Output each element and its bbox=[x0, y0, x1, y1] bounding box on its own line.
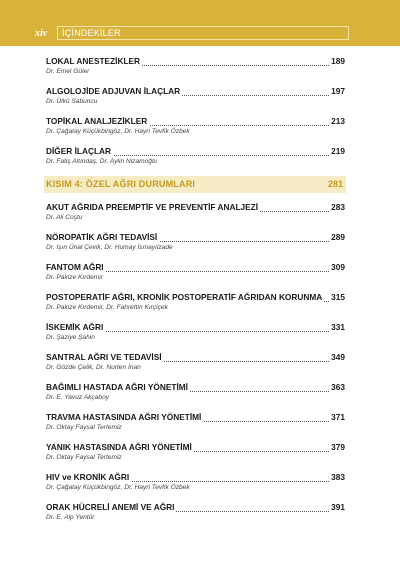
toc-entry[interactable] bbox=[46, 382, 345, 403]
toc-entry[interactable] bbox=[46, 146, 345, 167]
table-of-contents bbox=[46, 56, 345, 532]
chapter-page: 391 bbox=[331, 502, 345, 512]
toc-entry[interactable] bbox=[46, 442, 345, 463]
chapter-title: ORAK HÜCRELİ ANEMİ VE AĞRI bbox=[46, 502, 175, 512]
chapter-page: 289 bbox=[331, 232, 345, 242]
toc-entry[interactable] bbox=[46, 116, 345, 137]
chapter-title: TRAVMA HASTASINDA AĞRI YÖNETİMİ bbox=[46, 412, 202, 422]
chapter-page: 349 bbox=[331, 352, 345, 362]
part-label: KISIM 4: ÖZEL AĞRI DURUMLARI bbox=[46, 179, 196, 189]
toc-entry[interactable] bbox=[46, 56, 345, 77]
toc-entry[interactable] bbox=[46, 352, 345, 373]
section-title: İÇİNDEKİLER bbox=[62, 28, 121, 38]
chapter-title: BAĞIMLI HASTADA AĞRI YÖNETİMİ bbox=[46, 382, 188, 392]
chapter-authors: Dr. Ülkü Sabuncu bbox=[46, 98, 98, 105]
toc-entry[interactable] bbox=[46, 86, 345, 107]
chapter-authors: Dr. E. Yavuz Akçaboy bbox=[46, 394, 110, 401]
toc-entry-row bbox=[46, 86, 345, 98]
chapter-page: 363 bbox=[331, 382, 345, 392]
chapter-page: 315 bbox=[331, 292, 345, 302]
toc-entry[interactable] bbox=[46, 472, 345, 493]
toc-entry-row bbox=[46, 382, 345, 394]
toc-entry-row bbox=[46, 412, 345, 424]
chapter-page: 213 bbox=[331, 116, 345, 126]
toc-entry-row bbox=[46, 322, 345, 334]
chapter-title: LOKAL ANESTEZİKLER bbox=[46, 56, 141, 66]
toc-entry-row bbox=[46, 262, 345, 274]
part-page: 281 bbox=[327, 179, 343, 189]
chapter-authors: Dr. Çağatay Küçükbingöz, Dr. Hayri Tevfik Özbek bbox=[46, 484, 190, 491]
chapter-page: 283 bbox=[331, 202, 345, 212]
page-number: xiv bbox=[35, 28, 48, 39]
toc-entry-row bbox=[46, 442, 345, 454]
chapter-authors: Dr. Şaziye Şahin bbox=[46, 334, 95, 341]
toc-entry[interactable] bbox=[46, 202, 345, 223]
toc-entry-row bbox=[46, 502, 345, 514]
chapter-authors: Dr. Pakize Kırdemir, Dr. Fahrettin Kırçiçek bbox=[46, 304, 168, 311]
chapter-authors: Dr. E. Alp Yentür bbox=[46, 514, 95, 521]
toc-entry-row bbox=[46, 202, 345, 214]
chapter-page: 309 bbox=[331, 262, 345, 272]
chapter-authors: Dr. Işın Ünal Çevik, Dr. Humay İsmayılzade bbox=[46, 244, 173, 251]
chapter-title: YANIK HASTASINDA AĞRI YÖNETİMİ bbox=[46, 442, 192, 452]
chapter-page: 383 bbox=[331, 472, 345, 482]
chapter-authors: Dr. Gözde Çelik, Dr. Nurten İnan bbox=[46, 364, 141, 371]
toc-entry[interactable] bbox=[46, 262, 345, 283]
toc-entry-row bbox=[46, 352, 345, 364]
toc-entry[interactable] bbox=[46, 412, 345, 433]
chapter-page: 219 bbox=[331, 146, 345, 156]
chapter-page: 379 bbox=[331, 442, 345, 452]
chapter-title: ALGOLOJİDE ADJUVAN İLAÇLAR bbox=[46, 86, 181, 96]
chapter-title: İSKEMİK AĞRI bbox=[46, 322, 104, 332]
toc-entry-row bbox=[46, 232, 345, 244]
chapter-authors: Dr. Pakize Kırdemir bbox=[46, 274, 103, 281]
toc-entry[interactable] bbox=[46, 232, 345, 253]
chapter-title: POSTOPERATİF AĞRI, KRONİK POSTOPERATİF AĞRIDAN KORUNMA bbox=[46, 292, 323, 302]
chapter-page: 189 bbox=[331, 56, 345, 66]
toc-entry-row bbox=[46, 56, 345, 68]
chapter-title: FANTOM AĞRI bbox=[46, 262, 104, 272]
toc-entry[interactable] bbox=[46, 502, 345, 523]
chapter-authors: Dr. Oktay Faysal Tertemiz bbox=[46, 424, 122, 431]
chapter-page: 371 bbox=[331, 412, 345, 422]
chapter-authors: Dr. Ali Coştu bbox=[46, 214, 83, 221]
part-heading[interactable] bbox=[44, 176, 346, 193]
toc-entry-row bbox=[46, 116, 345, 128]
page-header bbox=[0, 0, 400, 46]
chapter-title: DİĞER İLAÇLAR bbox=[46, 146, 111, 156]
chapter-authors: Dr. Fatiş Altındaş, Dr. Aylin Nizamoğlu bbox=[46, 158, 158, 165]
chapter-page: 331 bbox=[331, 322, 345, 332]
chapter-title: SANTRAL AĞRI VE TEDAVİSİ bbox=[46, 352, 162, 362]
toc-entry[interactable] bbox=[46, 322, 345, 343]
chapter-page: 197 bbox=[331, 86, 345, 96]
toc-entry-row bbox=[46, 472, 345, 484]
chapter-title: TOPİKAL ANALJEZİKLER bbox=[46, 116, 148, 126]
chapter-title: HIV ve KRONİK AĞRI bbox=[46, 472, 130, 482]
chapter-authors: Dr. Oktay Faysal Tertemiz bbox=[46, 454, 122, 461]
chapter-authors: Dr. Emel Güler bbox=[46, 68, 90, 75]
toc-entry[interactable] bbox=[46, 292, 345, 313]
chapter-title: AKUT AĞRIDA PREEMPTİF VE PREVENTİF ANALJEZİ bbox=[46, 202, 259, 212]
toc-entry-row bbox=[46, 292, 345, 304]
toc-entry-row bbox=[46, 146, 345, 158]
chapter-authors: Dr. Çağatay Küçükbingöz, Dr. Hayri Tevfik Özbek bbox=[46, 128, 190, 135]
chapter-title: NÖROPATİK AĞRI TEDAVİSİ bbox=[46, 232, 158, 242]
